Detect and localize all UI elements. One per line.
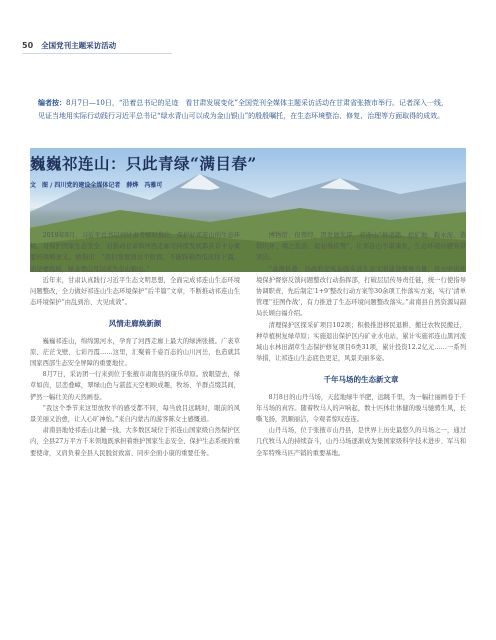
- section-title: 全国党刊主题采访活动: [41, 41, 117, 50]
- paragraph: 近年来，甘肃认真践行习近平生态文明思想，全面完成祁连山生态环境问题整改，全力做好祁连山生态环境保护“后半篇”文章，不断推动祁连山生态环境保护“由乱到治、大见成效”。: [30, 276, 240, 307]
- paragraph: 8月7日，采访团一行来到位于张掖市肃南县的康乐草原。放眼望去，绿草如茵，层峦叠嶂，翠绿山色与湛蓝天空相映成趣，牧场、羊群点缀其间，俨然一幅壮美的天然画卷。: [30, 371, 240, 401]
- paragraph: 博物馆、但曾经，因发展失序，祁连山“修道路、挖矿地、载水泥、造坝坑坏、毒之惩治、起初残疾殃”，让祁连山不堪重负，生态环境问题异常突出。: [256, 232, 466, 262]
- header-rule: [22, 53, 172, 54]
- right-column: [256, 230, 466, 459]
- page-number: 50: [22, 41, 34, 50]
- paragraph: 山丹马场，位于张掖市山丹县，是世界上历史最悠久的马场之一，通过几代牧马人的持续奋斗，山丹马场逐渐成为集国家级科学技术进步、军马和全军特殊马匹产销的重要基地。: [256, 427, 466, 457]
- paragraph: 巍巍祁连山，绵绵黑河水，孕育了河西走廊上最大的绿洲张掖。广袤草原、茫茫戈壁、七彩丹霞……这里，汇聚着千姿百态的山川河岳，也造就其国家西部生态安全屏障的重要地位。: [30, 337, 240, 368]
- article-byline: 文 图 / 四川党的建设全媒体记者 薛烨 冯雅可: [30, 182, 163, 189]
- editor-note: [38, 96, 454, 123]
- subheading: 风情走廊焕新颜: [108, 319, 162, 329]
- left-column: [30, 230, 240, 459]
- paragraph: 清理保护区探采矿项目102项；积极推进移民退耕、搬迁农牧民搬迁，种草植树复绿草原；实施退出保护区内矿业水电站，累计实施祁连山黑河流域山水林田湖草生态保护修复项目6类31项，累计投资12.2亿元……一系列举措，让祁连山生态底色更足，风景美丽多姿。: [256, 321, 466, 363]
- paragraph: 2019年8月，习近平总书记到甘肃考察时指出，保护好祁连山的生态环境，对保护国家生态安全、对推动甘肃和河西走廊可持续发展都具有十分重要的战略意义。他指出：“我们发展到这个阶段，不能踩着西瓜皮往下溜，而是要爬坡，绿水青山可以成为金山银山。”: [30, 232, 240, 273]
- editor-note-text: 8月7日—10日，“沿着总书记的足迹 看甘肃发展变化”全国党刊全媒体主题采访活动在甘肃省张掖市举行。记者深入一线，见证当地用实际行动践行习近平总书记“绿水青山可以成为金山银山”的殷殷嘱托，在生态环境整治、修复、治理等方面取得的成效。: [38, 99, 448, 120]
- article-title: 巍巍祁连山：只此青绿“满目春”: [30, 154, 257, 173]
- paragraph: “肃南县委、县政府充实加强乡县生态文明建设领导力量，设立中央环境保护督察反馈问题整改行动指挥部，打破层层传导责任链，统一行使指导协调职责，先后制定‘1+9’整改行动方案等30余项工作落实方案，实行‘清单管理’‘挂图作战’，有力推进了生态环境问题整改落实。”肃南县自然资源局副局长顾白福介绍。: [256, 265, 466, 318]
- editor-note-label: 编者按：: [38, 98, 66, 107]
- subheading: 千年马场的生态新文章: [323, 375, 399, 385]
- paragraph: 8月8日的山丹马场，天蓝地绿牛羊肥，远眺千里，为一幅壮丽画卷于千年马场的真容。随着牧马人的声响起，数十匹体壮体健的骏马驰骋生风，长嘶飞扬，凯顺丽洁，令观者惊叹连连。: [256, 393, 466, 424]
- paragraph: “我这个季节来这里放牧羊的感受都不同，每当放目远眺时，眼前的风景美丽又治愈，让人心旷神怡。”来自内蒙古的游客陈女士感慨道。: [30, 404, 240, 424]
- paragraph: 肃南县地处祁连山北麓一线，大多数区域位于祁连山国家级自然保护区内，全县27万平方千米领地既承担着维护国家生态安全、保护生态系统的重要使命，又肩负着全县人民脱贫致富、同步全面小康的重要任务。: [30, 427, 240, 457]
- page-header: [22, 40, 116, 51]
